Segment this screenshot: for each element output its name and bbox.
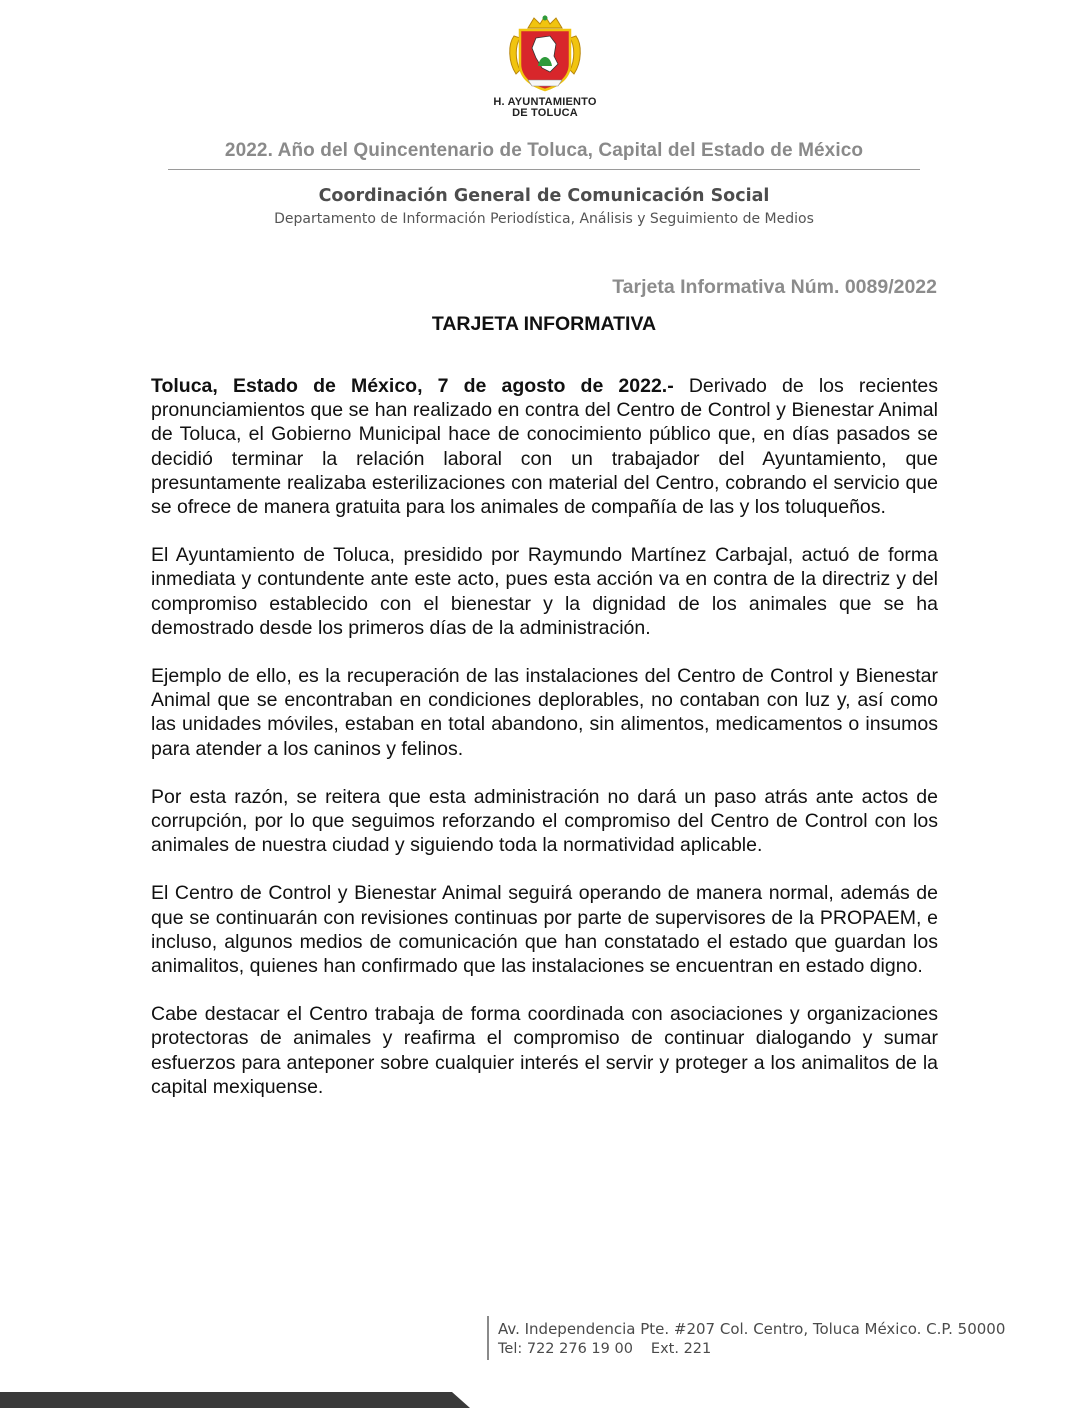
header-divider [168, 169, 920, 170]
footer-divider [487, 1316, 489, 1360]
document-title: TARJETA INFORMATIVA [431, 313, 657, 335]
footer-phone-ext: Ext. 221 [650, 1341, 712, 1357]
footer-address: Av. Independencia Pte. #207 Col. Centro, Toluca México. C.P. 50000 [498, 1320, 1006, 1338]
paragraph-4: Por esta razón, se reitera que esta administración no dará un paso atrás ante actos de corrupción, por lo que seguimos reforzando el compromiso del Centro de Control con los animales de nuestra ciudad y siguiendo toda la normatividad aplicable. [151, 785, 938, 857]
paragraph-5: El Centro de Control y Bienestar Animal seguirá operando de manera normal, además de que se continuarán con revisiones continuas por parte de supervisores de la PROPAEM, e incluso, algunos medios de comunicación que han constatado el estado que guardan los animalitos, quienes han confirmado que las instalaciones se encuentran en estado digno. [151, 882, 938, 978]
paragraph-2: El Ayuntamiento de Toluca, presidido por Raymundo Martínez Carbajal, actuó de forma inmediata y contundente ante este acto, pues esta acción va en contra de la directriz y del compromiso establecido con el bienestar y la dignidad de los animales que se ha demostrado desde los primeros días de la administración. [151, 544, 938, 639]
document-body [151, 374, 938, 1123]
department-sub: Departamento de Información Periodística, Análisis y Seguimiento de Medios [274, 211, 814, 227]
department-main: Coordinación General de Comunicación Social [318, 186, 770, 206]
org-name-line1: H. AYUNTAMIENTO [493, 96, 597, 108]
paragraph-3: Ejemplo de ello, es la recuperación de las instalaciones del Centro de Control y Bienestar Animal que se encontraban en condiciones deplorables, no contaban con luz y, así como las unidades móviles, estaban en total abandono, sin alimentos, medicamentos o insumos para atender a los caninos y felinos. [151, 665, 938, 760]
footer-phone-number: Tel: 722 276 19 00 [498, 1341, 633, 1357]
paragraph-1-text: Derivado de los recientes pronunciamientos que se han realizado en contra del Centro de Control y Bienestar Animal de Toluca, el Gobierno Municipal hace de conocimiento público que, en días pasados se decidió terminar la relación laboral con un trabajador del Ayuntamiento, que presuntamente realizaba esterilizaciones con material del Centro, cobrando el servicio que se ofrece de manera gratuita para los animales de compañía de las y los toluqueños. [151, 375, 938, 519]
footer-phone [498, 1341, 711, 1357]
bottom-stripe [0, 1388, 470, 1408]
paragraph-6: Cabe destacar el Centro trabaja de forma coordinada con asociaciones y organizaciones protectoras de animales y reafirma el compromiso de continuar dialogando y sumar esfuerzos para anteponer sobre cualquier interés el servir y proteger a los animalitos de la capital mexiquense. [151, 1003, 938, 1098]
year-banner: 2022. Año del Quincentenario de Toluca, Capital del Estado de México [224, 140, 864, 161]
dateline: Toluca, Estado de México, 7 de agosto de 2022.- [151, 375, 674, 397]
paragraph-1 [151, 374, 938, 519]
card-number: Tarjeta Informativa Núm. 0089/2022 [612, 276, 937, 298]
toluca-crest-icon [506, 14, 584, 96]
org-name-line2: DE TOLUCA [512, 107, 578, 119]
